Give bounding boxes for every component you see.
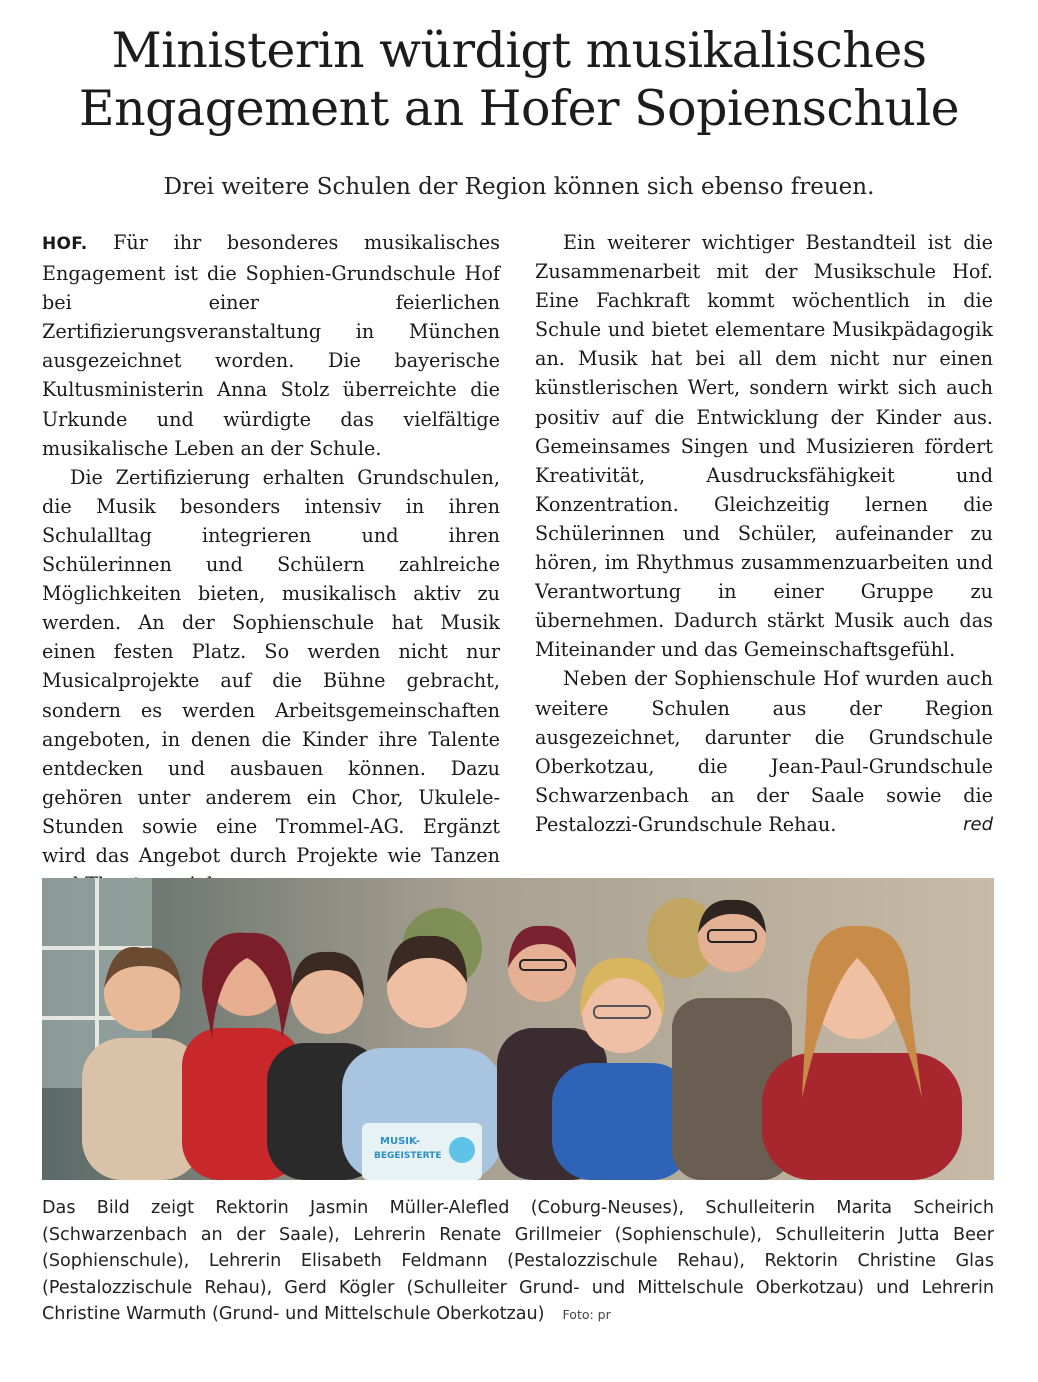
- group-photo-illustration: [42, 878, 994, 1180]
- photo-credit: Foto: pr: [562, 1307, 611, 1322]
- photo-caption: [42, 1195, 994, 1329]
- paragraph-4: [535, 664, 993, 839]
- group-photo: [42, 878, 994, 1180]
- certificate-text-2: BEGEISTERTE: [374, 1151, 442, 1161]
- paragraph-4-text: Neben der Sophienschule Hof wurden auch weitere Schulen aus der Region ausgezeichnet, darunter die Grundschule Oberkotzau, die Jean-Paul-Grundschule Schwarzenbach an der Saale sowie die Pestalozzi-Grundschule Rehau.: [535, 667, 993, 836]
- headline-line-2: Engagement an Hofer Sopienschule: [78, 80, 960, 137]
- headline: [0, 22, 1038, 138]
- caption-text: Das Bild zeigt Rektorin Jasmin Müller-Alefled (Coburg-Neuses), Schulleiterin Marita Scheirich (Schwarzenbach an der Saale), Lehrerin Renate Grillmeier (Sophienschule), Schulleiterin Jutta Beer (Sophienschule), Lehrerin Elisabeth Feldmann (Pestalozzischule Rehau), Rektorin Christine Glas (Pestalozzischule Rehau), Gerd Kögler (Schulleiter Grund- und Mittelschule Oberkotzau) und Lehrerin Christine Warmuth (Grund- und Mittelschule Oberkotzau): [42, 1198, 994, 1324]
- headline-line-1: Ministerin würdigt musikalisches: [111, 22, 927, 79]
- paragraph-intro: [42, 228, 500, 463]
- article-column-left: [42, 228, 500, 899]
- certificate-text-1: MUSIK-: [380, 1136, 421, 1147]
- paragraph-3: Ein weiterer wichtiger Bestandteil ist die Zusammenarbeit mit der Musikschule Hof. Eine Fachkraft kommt wöchentlich in die Schule und bietet elementare Musikpädagogik an. Musik hat bei all dem nicht nur einen künstlerischen Wert, sondern wirkt sich auch positiv auf die Entwicklung der Kinder aus. Gemeinsames Singen und Musizieren fördert Kreativität, Ausdrucksfähigkeit und Konzentration. Gleichzeitig lernen die Schülerinnen und Schüler, aufeinander zu hören, im Rhythmus zusammenzuarbeiten und Verantwortung in einer Gruppe zu übernehmen. Dadurch stärkt Musik auch das Miteinander und das Gemeinschaftsgefühl.: [535, 231, 993, 662]
- paragraph-1-text: Für ihr besonderes musikalisches Engagement ist die Sophien-Grundschule Hof bei einer feierlichen Zertifizierungsveranstaltung in München ausgezeichnet worden. Die bayerische Kultusministerin Anna Stolz überreichte die Urkunde und würdigte das vielfältige musikalische Leben an der Schule.: [42, 231, 500, 460]
- dateline: HOF.: [42, 234, 88, 254]
- author-signature: red: [963, 813, 993, 835]
- article-column-right: [535, 228, 993, 839]
- paragraph-2: Die Zertifizierung erhalten Grundschulen, die Musik besonders intensiv in ihren Schulalltag integrieren und ihren Schülerinnen und Schülern zahlreiche Möglichkeiten bieten, musikalisch aktiv zu werden. An der Sophienschule hat Musik einen festen Platz. So werden nicht nur Musicalprojekte auf die Bühne gebracht, sondern es werden Arbeitsgemeinschaften angeboten, in denen die Kinder ihre Talente entdecken und ausbauen können. Dazu gehören unter anderem ein Chor, Ukulele-Stunden sowie eine Trommel-AG. Ergänzt wird das Angebot durch Projekte wie Tanzen: [42, 465, 500, 867]
- subtitle: Drei weitere Schulen der Region können sich ebenso freuen.: [163, 174, 875, 200]
